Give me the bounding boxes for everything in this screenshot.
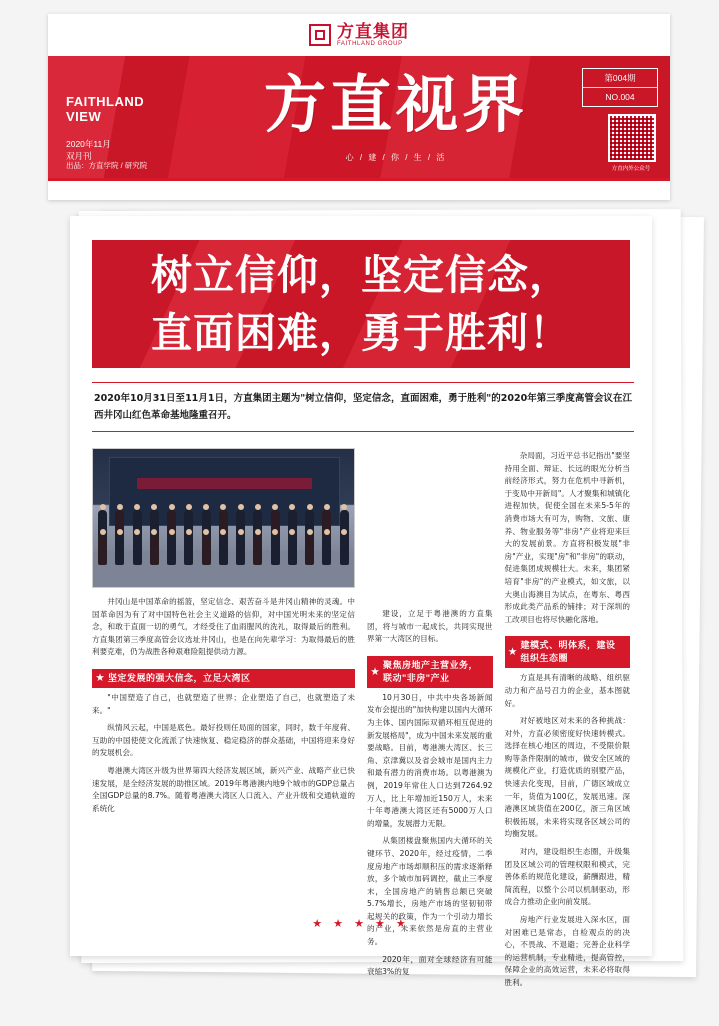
photo-person [340, 535, 349, 565]
masthead-divider [48, 178, 670, 181]
paragraph: 对好被地区对未来的各种挑战：对外，方直必须密度好快速转模式。选择在核心地区的周边，不受限价限购等条件限制的城市，做安全区域的规模化产业，打造优质的别墅产品，快速去化变现，目前，广德区域成立一年，货值为100亿，发展迅速。深港澳区域货值在200亿，浙三角区域积极拓展，未来将实现各区域公司的均衡发展。 [504, 716, 630, 839]
issue-badge [582, 68, 658, 107]
photo-people-row-front [98, 535, 349, 565]
paragraph: 房地产行业发展进入深水区，面对困难已是常态，自检观点的的决心，不畏战、不退避；完善企业科学的运营机制，专业精进，提高管控，保障企业的高效运营，未来必将取得胜利。 [504, 915, 630, 987]
section-heading-2-label: 聚焦房地产主营业务，联动"非房"产业 [383, 659, 479, 683]
photo-person [236, 535, 245, 565]
page-title [92, 240, 630, 368]
headline-line-1: 树立信仰，坚定信念， [151, 251, 571, 299]
paragraph: 从集团楼盘聚焦国内大循环的关键环节、2020年，经过疫情，二季度房地产市场却顺积压的需求逐渐释放，多个城市加码调控，截止三季度末，全国房地产的销售总额已突破5.7%增长，房地产市场的坚韧韧带起规关的政策，作为一个引动力增长的产业，未来依然是房直的主营业务。 [367, 836, 493, 947]
masthead-date-line1: 2020年11月 [66, 139, 111, 149]
section-heading-3-label: 建模式、明体系，建设组织生态圈 [520, 640, 616, 664]
photo-person [202, 535, 211, 565]
paragraph: 杂局面，习近平总书记指出"要坚持用全面、辩证、长远的眼光分析当前经济形式，努力在危机中寻新机，于变局中开新局"。人才聚集和城镇化进程加快，促使全国在未来5-5年的消费市场大有可为，购物、文旅、康养、物业服务等"非房"产业将迎来巨大的发展前景。方直将积极发展"非房"产业，实现"房"和"非房"的联动，促进集团成规模壮大。未来，集团紧培育"非房"的产业模式，如文旅，以大奥山海澳目为试点，在粤东、粤西形成此类产品系的铺排；对于深圳的工改项目也将尽快融化落地。 [504, 451, 630, 624]
masthead-publisher: 出品：方直学院 / 研究院 [66, 161, 148, 170]
photo-person [305, 535, 314, 565]
paragraph: 方直是具有清晰的战略、组织驱动力和产品号召力的企业，基本图就好。 [504, 673, 630, 708]
section-heading-3 [505, 636, 631, 668]
lead-paragraph: 2020年10月31日至11月1日，方直集团主题为"树立信仰，坚定信念，直面困难，勇于胜利"的2020年第三季度高管会议在江西井冈山红色革命基地隆重召开。 [92, 382, 634, 432]
masthead-banner [48, 56, 670, 178]
paragraph: 对内，建设组织生态圈，升级集团及区域公司的管理权限和模式，完善体系的规范化建设，薪酬跟进，精简流程，以整个公司以机制驱动，形成合力推动企业向前发展。 [504, 847, 630, 907]
photo-person [288, 535, 297, 565]
star-icon: ★ [371, 666, 380, 677]
star-icon: ★ [96, 672, 105, 683]
paragraph: 纵情风云起，中国是底色。最好投则任局面的国家，同时，数千年度荷、互助的中国使使文化流派了快速恢复、稳定稳济的群众基础，中国将迎来身好的发展机会。 [92, 723, 355, 758]
paragraph: 2020年，面对全球经济有可能衰缩3%的复 [367, 954, 493, 977]
paragraph: 粤港澳大湾区升级为世界第四大经济发展区域，新兴产业、战略产业已快速发展，是全经济发展的助推区域。2019年粤港澳内地9个城市的GDP总量占全国GDP总量的8.7%。随着粤港澳大湾区人口流入、产业升级和交通轨道的系统化 [92, 765, 355, 813]
paragraph: 建设，立足于粤港澳的方直集团，将与城市一起成长，共同实现世界第一大湾区的目标。 [367, 609, 493, 644]
faithland-logo-icon [309, 24, 331, 46]
photo-person [322, 535, 331, 565]
photo-person [219, 535, 228, 565]
qr-code-icon[interactable] [608, 114, 656, 162]
paragraph: 10月30日，中共中央各场新闻发布会提出的"加快构建以国内大循环为主体、国内国际双循环相互促进的新发展格局"，成为中国未来发展的重要战略。目前，粤港澳大湾区、长三角、京津冀以及省会城市是国内主力和最有潜力的消费市场。以粤港澳为例，2019年常住人口达到7264.92万人，比上年增加近150万人，未来十年粤港澳大湾区还有5000万人口的增量，发展潜力无限。 [367, 692, 493, 828]
column-right [504, 448, 631, 987]
section-heading-2 [367, 656, 493, 688]
column-middle [367, 448, 493, 977]
photo-person [133, 535, 142, 565]
masthead-date-line2: 双月刊 [66, 151, 92, 161]
article-columns [92, 448, 630, 987]
masthead-left-info [66, 94, 144, 162]
photo-person [98, 535, 107, 565]
qr-code-caption: 方直内外公众号 [611, 166, 651, 172]
photo-person [253, 535, 262, 565]
issue-number-en: NO.004 [583, 87, 657, 103]
photo-person [150, 535, 159, 565]
masthead-slogan: 心 / 建 / 你 / 生 / 活 [345, 153, 447, 162]
headline-line-2: 直面困难，勇于胜利！ [151, 309, 571, 357]
brand-name-cn: 方直集团 [337, 21, 409, 41]
star-icon: ★ [508, 646, 518, 657]
conference-group-photo [92, 448, 355, 588]
paper-sheet-front [70, 216, 652, 987]
section-heading-1-label: 坚定发展的强大信念，立足大湾区 [108, 672, 251, 683]
masthead-english-line1: FAITHLAND [66, 94, 145, 109]
photo-person [184, 535, 193, 565]
column-left [92, 448, 355, 908]
brand-logo-text [337, 23, 409, 47]
masthead [48, 14, 670, 200]
brand-logo [48, 14, 670, 56]
photo-person [115, 535, 124, 565]
photo-person [167, 535, 176, 565]
brand-name-en: FAITHLAND GROUP [337, 40, 403, 47]
masthead-english-line2: VIEW [66, 109, 102, 124]
masthead-title: 方直视界 [263, 68, 528, 141]
issue-number-cn: 第004期 [604, 73, 636, 83]
paragraph: "中国塑造了自己，也就塑造了世界；企业塑造了自己，也就塑造了未来。" [92, 692, 355, 715]
paragraph: 井冈山是中国革命的摇篮，坚定信念、艰苦奋斗是井冈山精神的灵魂。中国革命因为有了对中国特色社会主义道路的信仰，对中国光明未来的坚定信念，和敢于直面一切的勇气，才经受住了血雨腥风的洗礼，取得最后的胜利。方直集团第三季度高管会议选址井冈山，也是在向先辈学习：为取得最后的胜利要克难，仍为战胜各种艰难险阻提供动力源。 [92, 597, 355, 657]
footer-stars: ★ ★ ★ ★ ★ [312, 918, 410, 930]
photo-person [271, 535, 280, 565]
section-heading-1 [92, 669, 355, 688]
